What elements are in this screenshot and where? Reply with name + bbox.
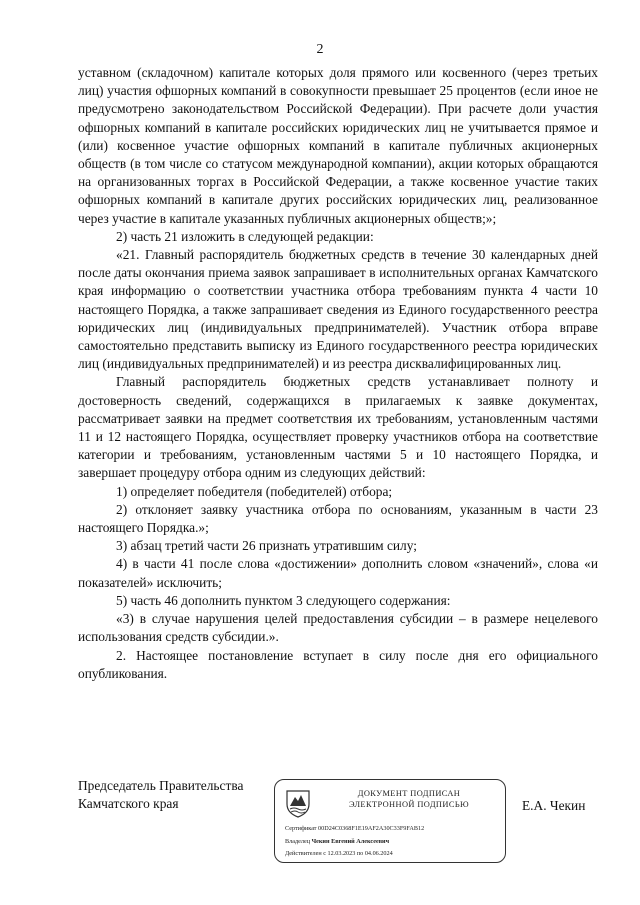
signatory-position <box>78 777 243 813</box>
paragraph: 2) часть 21 изложить в следующей редакции: <box>116 228 374 244</box>
signatory-position-line2: Камчатского края <box>78 796 179 811</box>
stamp-title-line1: ДОКУМЕНТ ПОДПИСАН <box>357 789 461 798</box>
paragraph: «21. Главный распорядитель бюджетных средств в течение 30 календарных дней после даты окончания приема заявок запрашивает в исполнительных органах Камчатского края информацию о соответствии участника отбора требованиям пункта 4 части 10 настоящего Порядка, а также запрашивает сведения из Единого государственного реестра юридических лиц (индивидуальных предпринимателей). Участник отбора вправе самостоятельно представить выписку из Единого государственного реестра юридических лиц (индивидуальных предпринимателей) и из реестра дисквалифицированных лиц. <box>78 247 598 372</box>
electronic-signature-stamp <box>274 779 506 863</box>
paragraph: 5) часть 46 дополнить пунктом 3 следующего содержания: <box>116 592 451 608</box>
page-number: 2 <box>316 42 324 57</box>
stamp-title-line2: ЭЛЕКТРОННОЙ ПОДПИСЬЮ <box>348 800 470 809</box>
stamp-certificate-value: 00D24C0368F1E19AF2A30C33F9FAB12 <box>318 825 425 832</box>
stamp-certificate <box>285 825 424 833</box>
paragraph: 3) абзац третий части 26 признать утратившим силу; <box>116 538 417 554</box>
stamp-validity <box>285 850 393 858</box>
paragraph: 2) отклоняет заявку участника отбора по основаниям, указанным в части 23 настоящего Порядка.»; <box>78 501 598 536</box>
paragraph: 2. Настоящее постановление вступает в силу после дня его официального опубликования. <box>78 647 598 681</box>
stamp-valid-to: 04.06.2024 <box>364 850 393 857</box>
signatory-name: Е.А. Чекин <box>522 798 586 813</box>
stamp-valid-to-prefix: по <box>356 850 364 857</box>
document-body <box>78 64 598 683</box>
stamp-valid-from: 12.03.2023 <box>327 850 356 857</box>
coat-of-arms-icon <box>285 788 311 818</box>
paragraph: 4) в части 41 после слова «достижении» дополнить словом «значений», слова «и показателей» исключить; <box>78 556 598 590</box>
paragraph: Главный распорядитель бюджетных средств устанавливает полноту и достоверность сведений, содержащихся в прилагаемых к заявке документах, рассматривает заявки на предмет соответствия их требованиям, установленным частями 11 и 12 настоящего Порядка, осуществляет проверку участников отбора на соответствие категории и требованиям, установленным частями 5 и 10 настоящего Порядка, и завершает процедуру отбора одним из следующих действий: <box>78 374 598 481</box>
signatory-position-line1: Председатель Правительства <box>78 778 244 793</box>
stamp-title <box>319 788 499 810</box>
stamp-valid-label: Действителен <box>285 850 322 857</box>
stamp-certificate-label: Сертификат <box>285 825 317 832</box>
stamp-owner-label: Владелец <box>285 838 311 845</box>
paragraph: уставном (складочном) капитале которых доля прямого или косвенного (через третьих лиц) участия офшорных компаний в совокупности превышает 25 процентов (если иное не предусмотрено законодательством Российской Федерации). При расчете доли участия офшорных компаний в капитале российских юридических лиц не учитывается прямое и (или) косвенное участие офшорных компаний в капитале публичных акционерных обществ (в том числе со статусом международной компании), акции которых обращаются на организованных торгах в Российской Федерации, а также косвенное участие таких офшорных компаний в капитале других российских юридических лиц, реализованное через участие в капитале указанных публичных акционерных обществ;»; <box>78 65 598 226</box>
stamp-valid-from-prefix: с <box>323 850 326 857</box>
paragraph: «3) в случае нарушения целей предоставления субсидии – в размере нецелевого использования средств субсидии.». <box>78 611 598 645</box>
paragraph: 1) определяет победителя (победителей) отбора; <box>116 483 393 499</box>
stamp-owner <box>285 838 389 846</box>
stamp-owner-value: Чекин Евгений Алексеевич <box>311 838 390 845</box>
